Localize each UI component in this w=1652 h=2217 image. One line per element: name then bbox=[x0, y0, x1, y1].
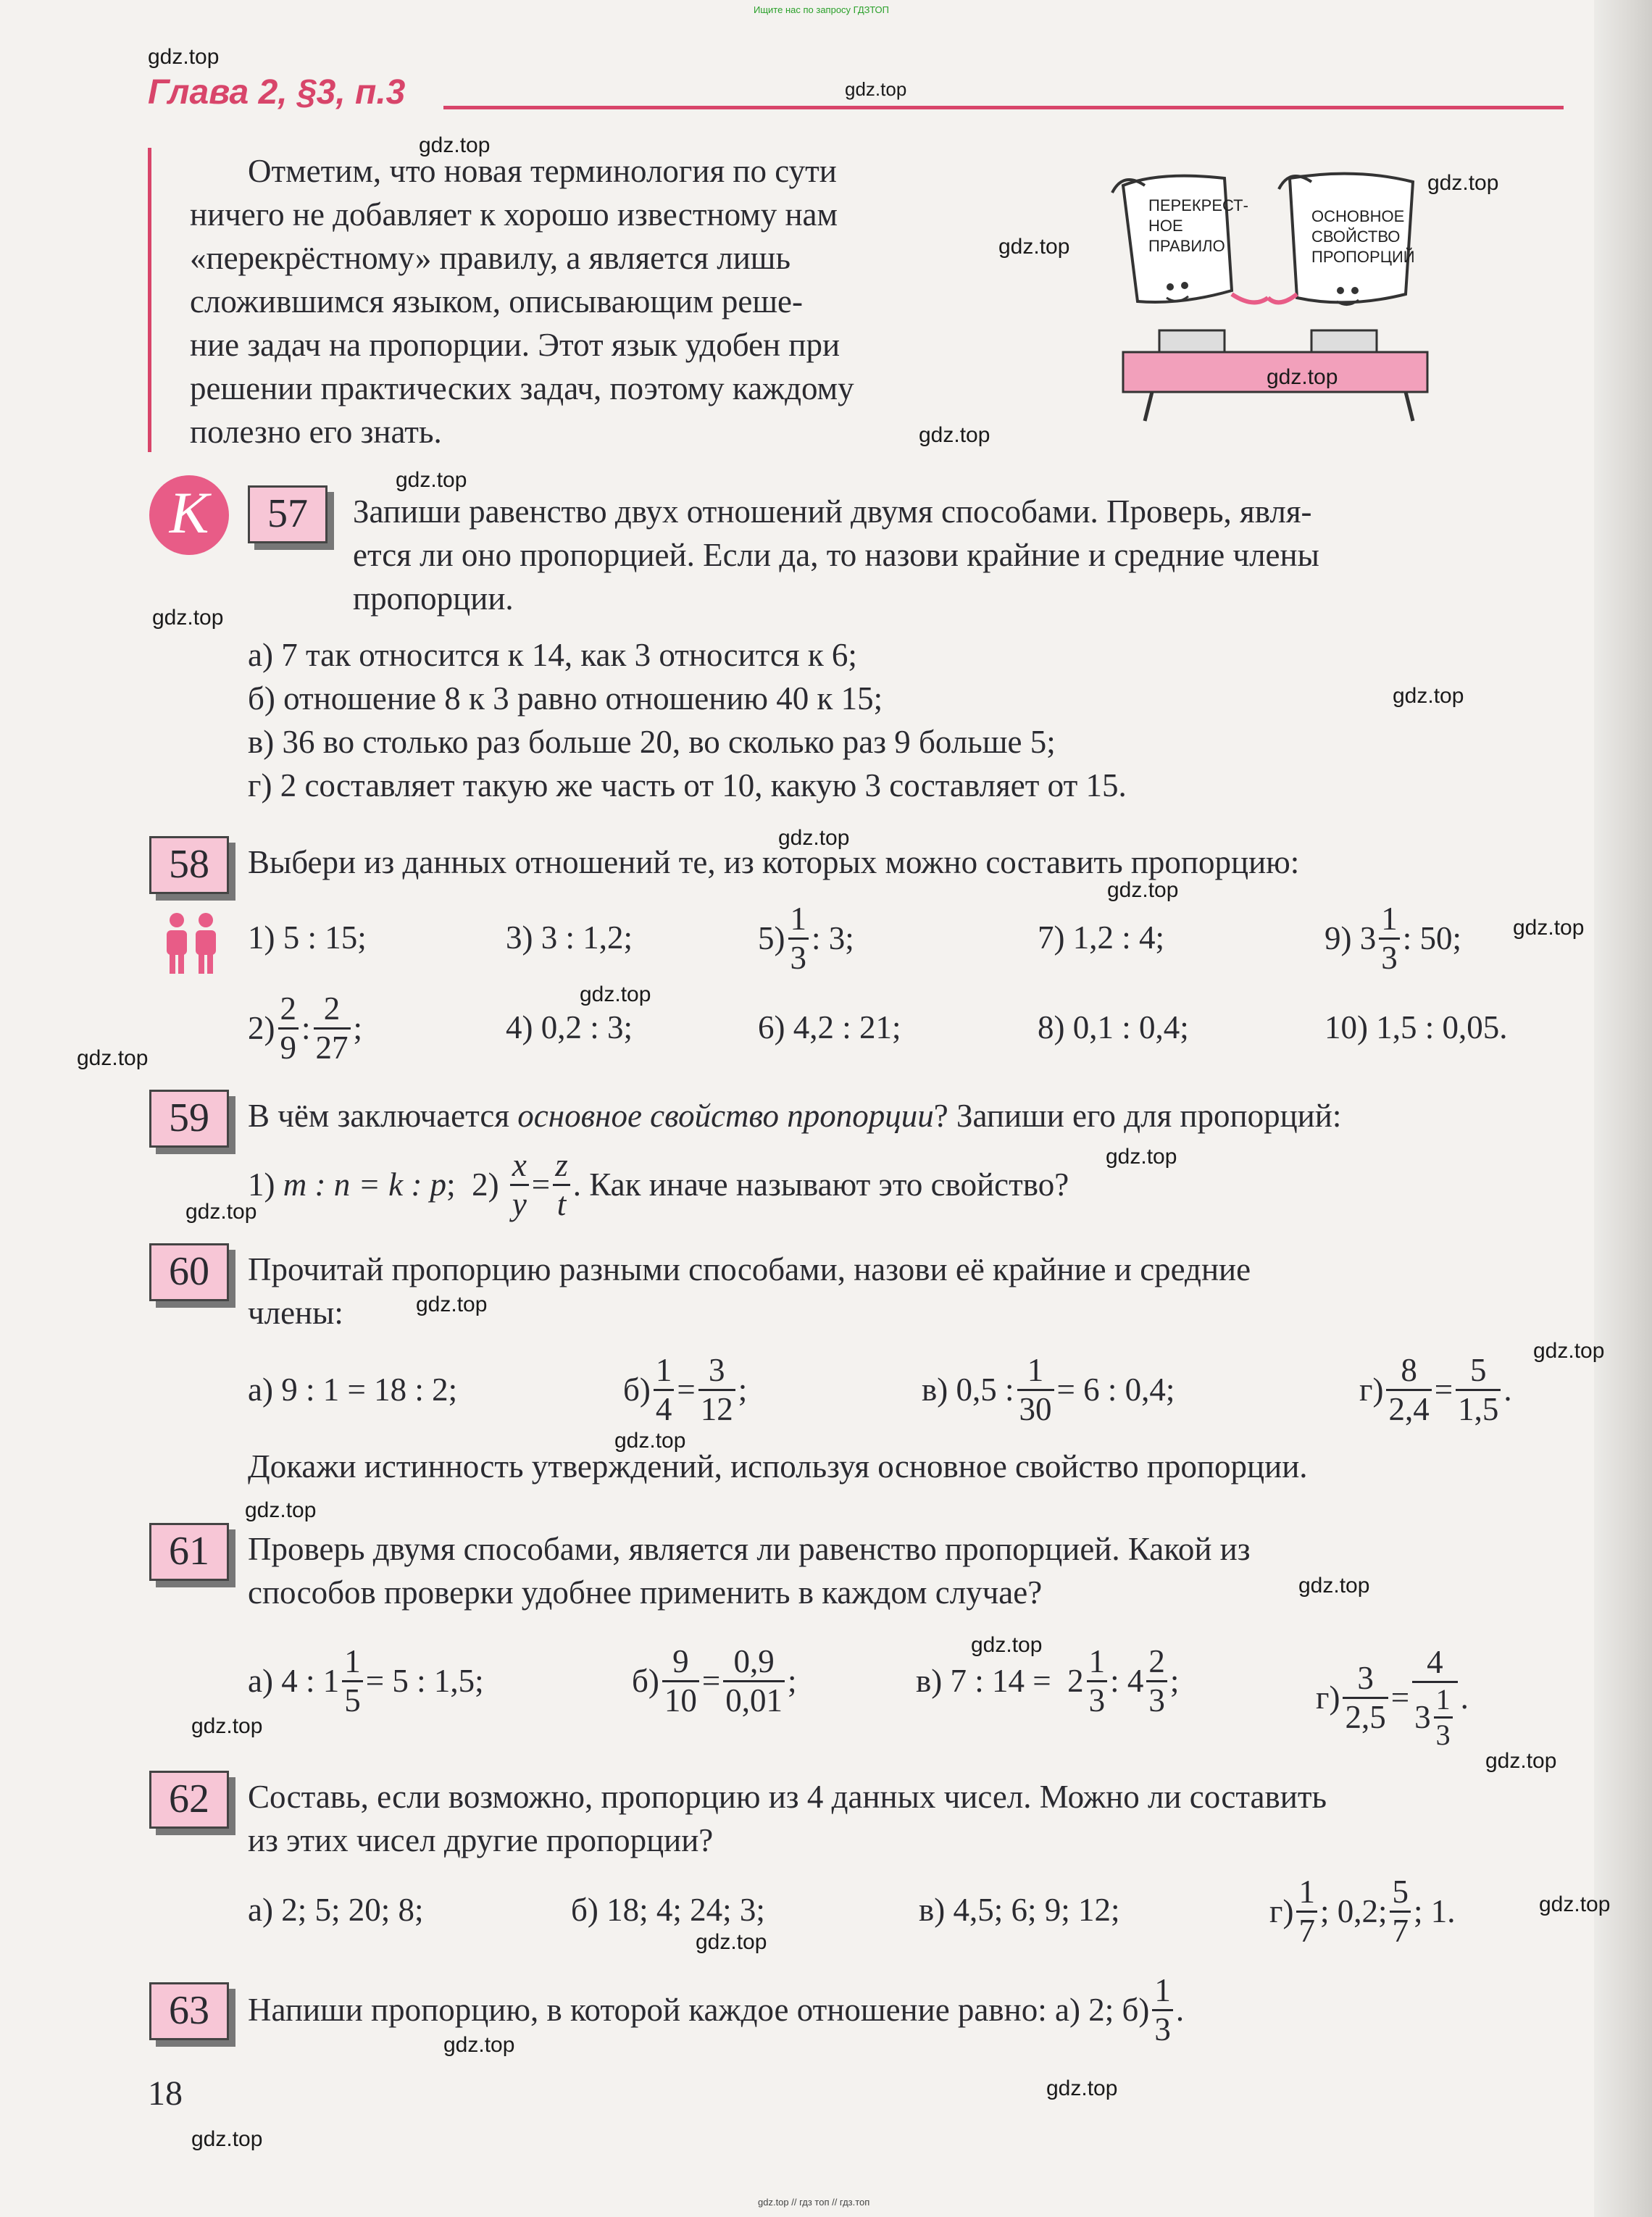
task-57-text bbox=[353, 490, 1319, 620]
proportion-item: б) $\frac{1}{4}$ = $\frac{3}{12}$ ; bbox=[623, 1351, 748, 1427]
task-59-formulas: 1) m : n = k : p ; 2) $\frac{x}{y}$ = $\frac{z}{t}$ . Как иначе называют это свойство? bbox=[248, 1146, 1069, 1222]
fraction: $\frac{x}{y}$ bbox=[510, 1149, 529, 1221]
task-57-items bbox=[248, 633, 1127, 807]
page-edge-shadow bbox=[1594, 0, 1652, 2217]
task-63-text: Напиши пропорцию, в которой каждое отношение равно: а) 2; б) $\frac{1}{3}$ . bbox=[248, 1971, 1185, 2047]
watermark: gdz.top bbox=[152, 606, 224, 630]
ratio-label: 9) 3 bbox=[1324, 920, 1377, 956]
ratio-item: 7) 1,2 : 4; bbox=[1038, 919, 1164, 956]
task-line: Запиши равенство двух отношений двумя способами. Проверь, явля- bbox=[353, 493, 1312, 530]
scrolls-illustration bbox=[1094, 164, 1456, 432]
intro-line: полезно его знать. bbox=[190, 414, 442, 450]
right-scroll-line: ПРОПОРЦИЙ bbox=[1311, 248, 1415, 266]
watermark: gdz.top bbox=[1298, 1574, 1370, 1598]
watermark: gdz.top bbox=[1427, 171, 1499, 195]
ratio-item: 8) 0,1 : 0,4; bbox=[1038, 1009, 1189, 1045]
task-number: 57 bbox=[248, 485, 328, 543]
ratio-item bbox=[1324, 898, 1461, 978]
ratio-item bbox=[758, 898, 854, 978]
watermark: gdz.top bbox=[419, 133, 491, 157]
task-item: в) 36 во столько раз больше 20, во сколько раз 9 больше 5; bbox=[248, 724, 1056, 760]
k-badge: К bbox=[149, 475, 229, 555]
page-number: 18 bbox=[148, 2074, 183, 2113]
fraction: $\frac{2}{27}$ bbox=[314, 993, 351, 1064]
watermark: gdz.top bbox=[416, 1293, 488, 1316]
intro-line: ние задач на пропорции. Этот язык удобен при bbox=[190, 327, 840, 363]
task-62-text: Составь, если возможно, пропорцию из 4 данных чисел. Можно ли составить из этих чисел другие пропорции? bbox=[248, 1779, 1327, 1858]
watermark: gdz.top bbox=[1107, 878, 1179, 902]
watermark: gdz.top bbox=[1513, 916, 1585, 940]
watermark: gdz.top bbox=[580, 982, 651, 1006]
watermark: gdz.top bbox=[696, 1930, 767, 1954]
colon: : bbox=[301, 1010, 311, 1046]
ratio-rest: : 50; bbox=[1402, 920, 1462, 956]
number-set: в) 4,5; 6; 9; 12; bbox=[919, 1892, 1120, 1928]
watermark: gdz.top bbox=[191, 1714, 263, 1738]
task-61-text: Проверь двумя способами, является ли равенство пропорцией. Какой из способов проверки удобнее применить в каждом случае? bbox=[248, 1531, 1251, 1611]
intro-accent-bar bbox=[148, 148, 151, 452]
task-number: 58 bbox=[149, 836, 229, 894]
chapter-header: Глава 2, §3, п.3 bbox=[148, 73, 406, 112]
watermark: gdz.top bbox=[148, 45, 220, 69]
fraction: $\frac{1}{3}$ bbox=[788, 903, 809, 974]
proportion-item: а) 9 : 1 = 18 : 2; bbox=[248, 1371, 458, 1408]
number-set: а) 2; 5; 20; 8; bbox=[248, 1892, 424, 1928]
semicolon: ; bbox=[353, 1010, 363, 1046]
watermark: gdz.top bbox=[998, 235, 1070, 259]
intro-line: Отметим, что новая терминология по сути bbox=[248, 153, 837, 189]
watermark: gdz.top bbox=[396, 468, 467, 492]
ratio-item: 6) 4,2 : 21; bbox=[758, 1009, 901, 1045]
watermark: gdz.top bbox=[1393, 684, 1464, 708]
watermark: gdz.top bbox=[845, 78, 907, 100]
task-item: б) отношение 8 к 3 равно отношению 40 к 15; bbox=[248, 680, 883, 717]
left-scroll-line: НОЕ bbox=[1148, 217, 1183, 235]
task-58-text: Выбери из данных отношений те, из которых можно составить пропорцию: bbox=[248, 844, 1300, 880]
proportion-item: в) 0,5 : $\frac{1}{30}$ = 6 : 0,4; bbox=[922, 1351, 1175, 1427]
task-60-proof: Докажи истинность утверждений, используя основное свойство пропорции. bbox=[248, 1448, 1308, 1485]
watermark: gdz.top bbox=[919, 423, 990, 447]
watermark: gdz.top bbox=[1106, 1145, 1177, 1169]
watermark: gdz.top bbox=[1046, 2076, 1118, 2100]
task-number: 63 bbox=[149, 1982, 229, 2040]
proportion-item: г) $\frac{3}{2,5}$ = 4 3 $\frac{1}{3}$ . bbox=[1316, 1643, 1469, 1751]
task-60-text: Прочитай пропорцию разными способами, назови её крайние и средние члены: bbox=[248, 1251, 1251, 1331]
task-number: 59 bbox=[149, 1090, 229, 1148]
left-scroll-line: ПЕРЕКРЕСТ- bbox=[1148, 196, 1248, 214]
ratio-item: 10) 1,5 : 0,05. bbox=[1324, 1009, 1508, 1045]
ratio-rest: : 3; bbox=[812, 920, 854, 956]
proportion-item: б) $\frac{9}{10}$ = $\frac{0,9}{0,01}$ ; bbox=[632, 1642, 797, 1719]
intro-line: сложившимся языком, описывающим реше- bbox=[190, 283, 803, 320]
proportion-item: г) $\frac{8}{2,4}$ = $\frac{5}{1,5}$ . bbox=[1359, 1351, 1512, 1427]
watermark: gdz.top bbox=[971, 1633, 1043, 1657]
top-note: Ищите нас по запросу ГДЗТОП bbox=[754, 4, 890, 15]
proportion-item: в) 7 : 14 = 2 $\frac{1}{3}$ : 4 $\frac{2}{3}$ ; bbox=[916, 1642, 1180, 1719]
watermark: gdz.top bbox=[1539, 1892, 1611, 1916]
pair-work-icon bbox=[161, 911, 223, 974]
task-item: г) 2 составляет такую же часть от 10, какую 3 составляет от 15. bbox=[248, 767, 1127, 803]
task-number: 61 bbox=[149, 1523, 229, 1581]
task-item: а) 7 так относится к 14, как 3 относится к 6; bbox=[248, 637, 857, 673]
watermark: gdz.top bbox=[443, 2033, 515, 2057]
task-line: ется ли оно пропорцией. Если да, то назови крайние и средние члены bbox=[353, 537, 1319, 573]
left-scroll-line: ПРАВИЛО bbox=[1148, 237, 1225, 255]
ratio-item: 3) 3 : 1,2; bbox=[506, 919, 633, 956]
watermark: gdz.top bbox=[1267, 365, 1338, 389]
proportion-item: а) 4 : 1 $\frac{1}{5}$ = 5 : 1,5; bbox=[248, 1642, 484, 1719]
ratio-item: 4) 0,2 : 3; bbox=[506, 1009, 633, 1045]
fraction: $\frac{2}{9}$ bbox=[278, 993, 299, 1064]
number-set: б) 18; 4; 24; 3; bbox=[571, 1892, 765, 1928]
header-rule bbox=[443, 106, 1564, 109]
watermark: gdz.top bbox=[1485, 1749, 1557, 1773]
watermark: gdz.top bbox=[614, 1429, 686, 1453]
intro-line: «перекрёстному» правилу, а является лишь bbox=[190, 240, 790, 276]
ratio-item: 1) 5 : 15; bbox=[248, 919, 367, 956]
intro-text bbox=[190, 149, 854, 454]
watermark: gdz.top bbox=[77, 1046, 149, 1070]
watermark: gdz.top bbox=[778, 826, 850, 850]
number-set: г) $\frac{1}{7}$ ; 0,2; $\frac{5}{7}$ ; 1. bbox=[1269, 1873, 1456, 1949]
intro-line: решении практических задач, поэтому каждому bbox=[190, 370, 854, 406]
watermark: gdz.top bbox=[185, 1200, 257, 1224]
watermark: gdz.top bbox=[1533, 1339, 1605, 1363]
task-number: 62 bbox=[149, 1771, 229, 1829]
intro-line: ничего не добавляет к хорошо известному нам bbox=[190, 196, 838, 233]
right-scroll-line: ОСНОВНОЕ bbox=[1311, 207, 1405, 225]
fraction: $\frac{1}{3}$ bbox=[1379, 903, 1400, 974]
ratio-item bbox=[248, 988, 362, 1068]
ratio-label: 5) bbox=[758, 920, 785, 956]
task-59-text: В чём заключается основное свойство пропорции? Запиши его для пропорций: bbox=[248, 1098, 1342, 1134]
ratio-label: 2) bbox=[248, 1010, 275, 1046]
task-line: пропорции. bbox=[353, 580, 514, 617]
fraction: $\frac{z}{t}$ bbox=[553, 1149, 570, 1221]
watermark: gdz.top bbox=[191, 2127, 263, 2151]
watermark: gdz.top bbox=[245, 1498, 317, 1522]
footer-note: gdz.top // гдз топ // гдз.топ bbox=[758, 2197, 870, 2208]
right-scroll-line: СВОЙСТВО bbox=[1311, 227, 1401, 246]
task-number: 60 bbox=[149, 1243, 229, 1301]
